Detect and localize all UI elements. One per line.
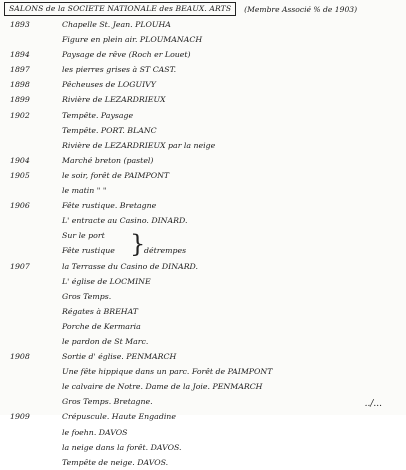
work-title: Sortie d' église. PENMARCH <box>62 352 177 362</box>
header <box>4 2 357 16</box>
year-label: 1904 <box>10 155 30 165</box>
work-title: la Terrasse du Casino de DINARD. <box>62 261 199 271</box>
year-label: 1909 <box>10 412 30 422</box>
list-item <box>0 138 406 153</box>
year-label: 1907 <box>10 261 30 271</box>
list-item <box>0 440 406 455</box>
list-item <box>0 409 406 424</box>
list-item <box>0 319 406 334</box>
work-title: Tempête de neige. DAVOS. <box>62 457 169 467</box>
work-title: L' église de LOCMINE <box>62 276 151 286</box>
work-title: Marché breton (pastel) <box>62 155 154 165</box>
work-title: Régates à BREHAT <box>62 306 138 316</box>
list-item <box>0 228 406 243</box>
brace-mark: } <box>130 230 146 259</box>
work-title: Paysage de rêve (Roch er Louet) <box>62 50 191 60</box>
list-item <box>0 32 406 47</box>
year-label: 1902 <box>10 110 30 120</box>
work-title: Pêcheuses de LOGUIVY <box>62 80 156 90</box>
list-item <box>0 168 406 183</box>
list-item <box>0 92 406 107</box>
list-item <box>0 108 406 123</box>
list-item <box>0 349 406 364</box>
work-title: L' entracte au Casino. DINARD. <box>62 216 188 226</box>
year-label: 1897 <box>10 65 30 75</box>
list-item <box>0 334 406 349</box>
year-label: 1898 <box>10 80 30 90</box>
list-item <box>0 304 406 319</box>
year-label: 1894 <box>10 50 30 60</box>
work-title: Rivière de LEZARDRIEUX par la neige <box>62 140 216 150</box>
work-title: Fête rustique <box>62 246 115 256</box>
work-title: le foehn. DAVOS <box>62 427 128 437</box>
work-title: Fête rustique. Bretagne <box>62 201 157 211</box>
work-title: Crépuscule. Haute Engadine <box>62 412 176 422</box>
year-label: 1905 <box>10 170 30 180</box>
list-item <box>0 153 406 168</box>
work-title: Gros Temps. <box>62 291 112 301</box>
list-item <box>0 274 406 289</box>
work-title: les pierres grises à ST CAST. <box>62 65 177 75</box>
list-item <box>0 455 406 470</box>
year-label: 1908 <box>10 352 30 362</box>
work-title: Tempête. Paysage <box>62 110 134 120</box>
year-label: 1893 <box>10 20 30 29</box>
list-item <box>0 198 406 213</box>
list-item <box>0 259 406 274</box>
continuation-mark: ../... <box>364 399 382 409</box>
list-item <box>0 379 406 394</box>
list-item <box>0 394 406 409</box>
salon-list <box>0 17 406 470</box>
list-item <box>0 183 406 198</box>
work-title: Gros Temps. Bretagne. <box>62 397 153 407</box>
list-item <box>0 17 406 32</box>
work-title: la neige dans la forêt. DAVOS. <box>62 442 182 452</box>
work-title: Chapelle St. Jean. PLOUHA <box>62 20 171 29</box>
membership-note: (Membre Associé % de 1903) <box>244 4 358 14</box>
work-title: Une fête hippique dans un parc. Forêt de PAIMPONT <box>62 367 273 377</box>
technique-note: détrempes <box>144 246 187 256</box>
work-title: le calvaire de Notre. Dame de la Joie. PENMARCH <box>62 382 263 392</box>
work-title: le matin " " <box>62 186 107 196</box>
work-title: le pardon de St Marc. <box>62 336 149 346</box>
work-title: Figure en plein air. PLOUMANACH <box>62 35 203 45</box>
list-item <box>0 364 406 379</box>
work-title: Porche de Kermaria <box>62 321 141 331</box>
document-title: SALONS de la SOCIETE NATIONALE des BEAUX. ARTS <box>4 2 236 16</box>
work-title: Tempête. PORT. BLANC <box>62 125 157 135</box>
list-item <box>0 62 406 77</box>
work-title: Sur le port <box>62 231 105 241</box>
list-item <box>0 425 406 440</box>
year-label: 1906 <box>10 201 30 211</box>
list-item <box>0 213 406 228</box>
list-item <box>0 47 406 62</box>
list-item <box>0 123 406 138</box>
year-label: 1899 <box>10 95 30 105</box>
list-item <box>0 77 406 92</box>
list-item <box>0 289 406 304</box>
work-title: le soir, forêt de PAIMPONT <box>62 170 170 180</box>
work-title: Rivière de LEZARDRIEUX <box>62 95 166 105</box>
